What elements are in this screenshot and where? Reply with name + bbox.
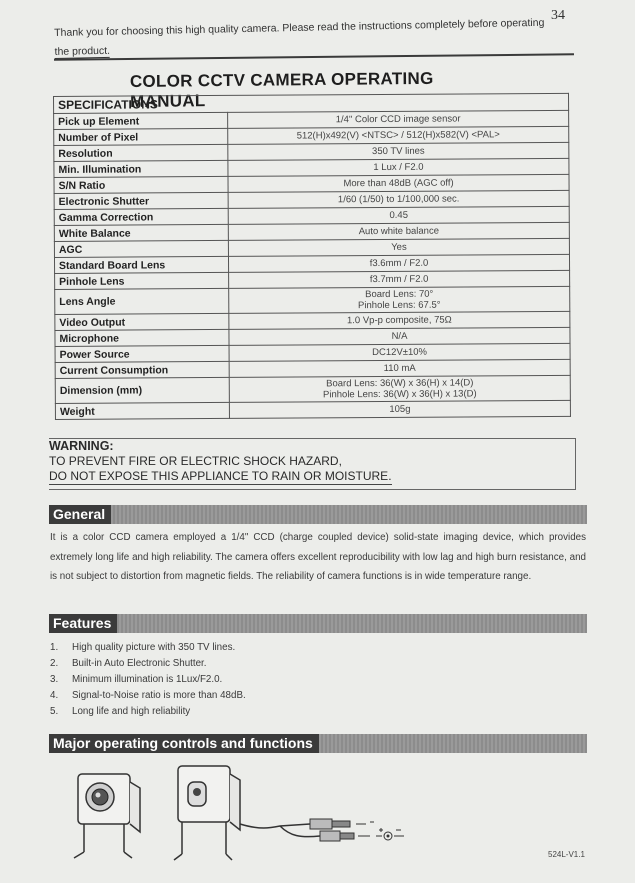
spec-key: AGC xyxy=(54,240,228,257)
spec-value-line: 105g xyxy=(389,403,411,415)
spec-value-line: f3.7mm / F2.0 xyxy=(369,273,429,286)
controls-heading-bar xyxy=(49,734,587,753)
warning-line-2: DO NOT EXPOSE THIS APPLIANCE TO RAIN OR MOISTURE. xyxy=(49,469,392,483)
spec-value-line: Pinhole Lens: 67.5° xyxy=(358,299,441,312)
warning-title: WARNING: xyxy=(49,439,114,453)
spec-key: S/N Ratio xyxy=(54,176,228,193)
spec-row xyxy=(55,286,570,314)
spec-key: Number of Pixel xyxy=(54,128,228,145)
warning-line-1: TO PREVENT FIRE OR ELECTRIC SHOCK HAZARD, xyxy=(49,454,342,468)
feature-item xyxy=(50,688,246,704)
spec-value xyxy=(229,375,570,402)
pinhole-camera-illustration xyxy=(174,766,240,860)
feature-text: Minimum illumination is 1Lux/F2.0. xyxy=(72,674,223,685)
spec-value-line: 512(H)x492(V) <NTSC> / 512(H)x582(V) <PAL> xyxy=(296,129,500,142)
page-number: 34 xyxy=(551,8,565,23)
spec-value-line: Board Lens: 70° xyxy=(365,288,434,301)
intro-line-1: Thank you for choosing this high quality camera. Please read the instructions completely before operating xyxy=(54,16,545,39)
spec-value-line: N/A xyxy=(391,330,408,342)
spec-value-line: 350 TV lines xyxy=(371,145,425,158)
spec-key: Min. Illumination xyxy=(54,160,228,177)
spec-key: Dimension (mm) xyxy=(55,377,229,403)
intro-line-2: the product. xyxy=(54,44,111,58)
general-paragraph: It is a color CCD camera employed a 1/4" CCD (charge coupled device) solid-state imaging device, which provides extremely long life and high reliability. The camera offers excellent reproducibility with low lag and high burn resistance, and is not subject to distortion from magnetic fields. The reliability of camera functions is in wide temperature range. xyxy=(50,532,586,582)
spec-key: Power Source xyxy=(55,345,229,362)
spec-value-line: Auto white balance xyxy=(358,225,440,238)
feature-number: 4. xyxy=(50,690,59,701)
spec-key: Pinhole Lens xyxy=(55,272,229,289)
warning-box xyxy=(49,438,576,490)
spec-value-line: 0.45 xyxy=(389,209,409,221)
spec-value xyxy=(229,286,570,313)
spec-value-line: More than 48dB (AGC off) xyxy=(343,177,454,190)
spec-key: Standard Board Lens xyxy=(54,256,228,273)
spec-key: Weight xyxy=(55,402,229,419)
spec-row xyxy=(55,375,570,403)
spec-value-line: DC12V±10% xyxy=(372,346,428,359)
features-list xyxy=(50,640,246,720)
board-camera-illustration xyxy=(74,774,140,858)
spec-value-line: 1.0 Vp-p composite, 75Ω xyxy=(346,314,452,327)
spec-value xyxy=(229,400,570,418)
spec-key: Current Consumption xyxy=(55,361,229,378)
general-heading: General xyxy=(49,505,111,524)
camera-diagram xyxy=(70,762,450,872)
features-heading-bar xyxy=(49,614,587,633)
cable-connectors-illustration xyxy=(240,819,404,841)
spec-key: Pick up Element xyxy=(54,112,228,129)
spec-key: Resolution xyxy=(54,144,228,161)
spec-key: Lens Angle xyxy=(55,288,229,314)
features-heading: Features xyxy=(49,614,117,633)
feature-text: Signal-to-Noise ratio is more than 48dB. xyxy=(72,690,246,701)
spec-value-line: 1/60 (1/50) to 1/100,000 sec. xyxy=(337,193,460,206)
spec-value-line: 1 Lux / F2.0 xyxy=(373,161,424,174)
feature-item xyxy=(50,640,246,656)
feature-text: High quality picture with 350 TV lines. xyxy=(72,642,236,653)
version-label: 524L-V1.1 xyxy=(548,850,585,859)
feature-number: 1. xyxy=(50,642,59,653)
spec-value-line: Board Lens: 36(W) x 36(H) x 14(D) xyxy=(326,377,474,390)
spec-value-line: 110 mA xyxy=(383,362,416,374)
feature-text: Long life and high reliability xyxy=(72,706,191,717)
feature-number: 2. xyxy=(50,658,59,669)
spec-key: Video Output xyxy=(55,313,229,330)
spec-value-line: f3.6mm / F2.0 xyxy=(369,257,429,270)
spec-value-line: 1/4" Color CCD image sensor xyxy=(335,113,461,126)
feature-text: Built-in Auto Electronic Shutter. xyxy=(72,658,207,669)
manual-title: COLOR CCTV CAMERA OPERATING MANUAL xyxy=(129,68,434,111)
feature-item xyxy=(50,672,246,688)
controls-heading: Major operating controls and functions xyxy=(49,734,319,753)
specifications-header: SPECIFICATIONS xyxy=(54,93,569,113)
spec-key: Gamma Correction xyxy=(54,208,228,225)
spec-value-line: Pinhole Lens: 36(W) x 36(H) x 13(D) xyxy=(322,388,477,401)
feature-item xyxy=(50,704,246,720)
general-heading-bar xyxy=(49,505,587,524)
feature-number: 5. xyxy=(50,706,59,717)
feature-item xyxy=(50,656,246,672)
feature-number: 3. xyxy=(50,674,59,685)
spec-value-line: Yes xyxy=(391,241,407,253)
specifications-table xyxy=(53,93,571,420)
spec-row xyxy=(55,400,570,419)
spec-key: White Balance xyxy=(54,224,228,241)
spec-key: Electronic Shutter xyxy=(54,192,228,209)
spec-key: Microphone xyxy=(55,329,229,346)
